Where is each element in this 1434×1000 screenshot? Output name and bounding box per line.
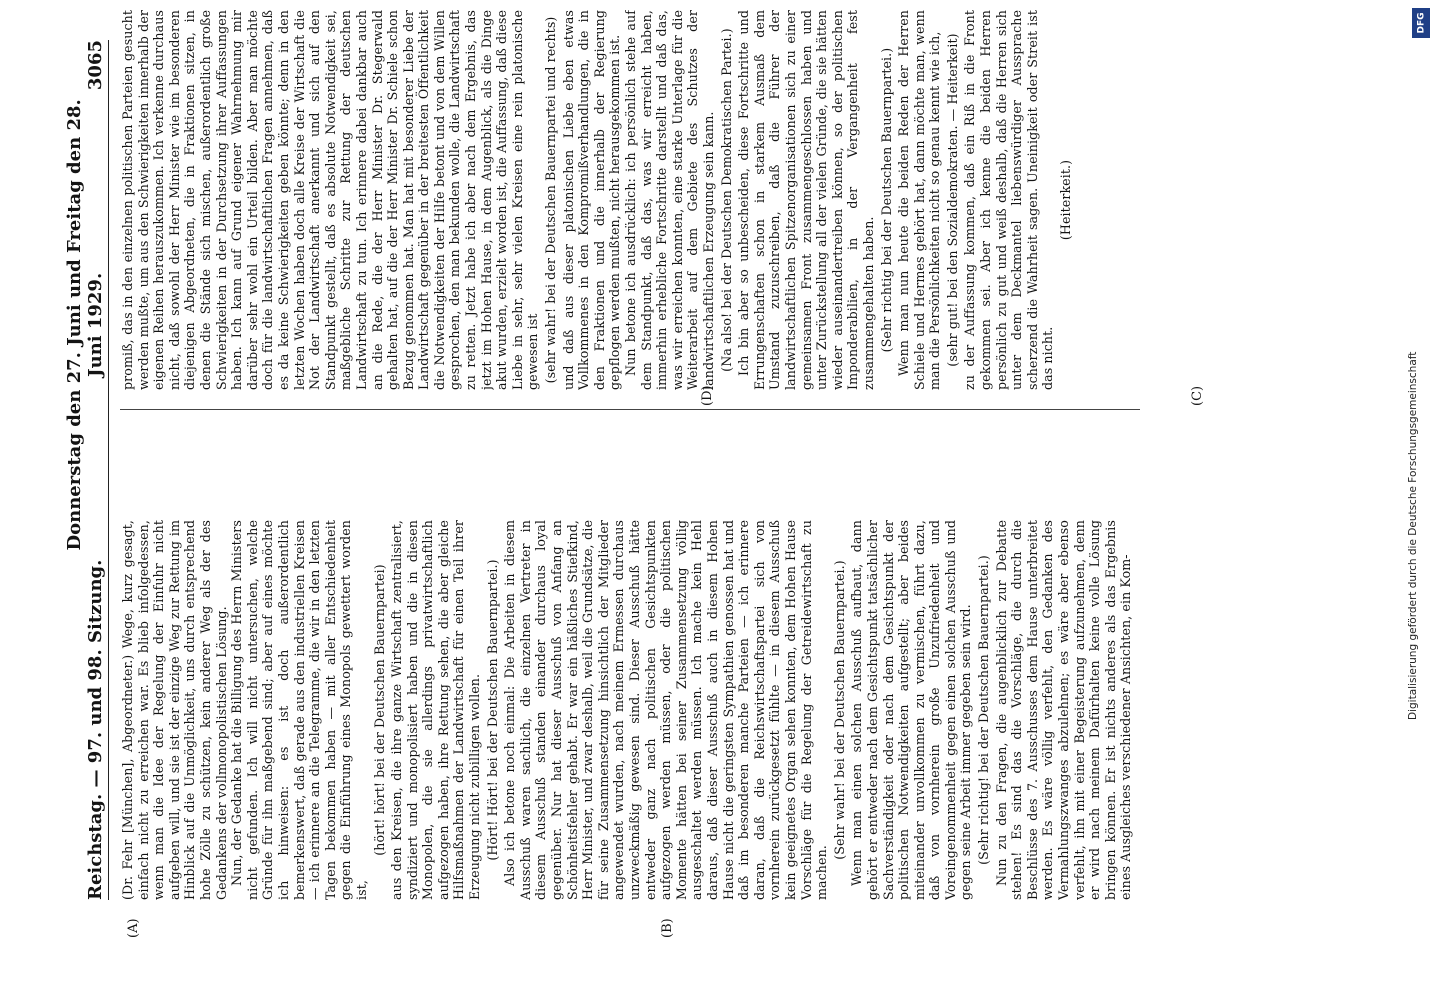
- interjection: (sehr wahr! bei der Deutschen Bauernpartei und rechts): [543, 16, 559, 384]
- page-header: [64, 40, 106, 900]
- page-number: 3065: [85, 40, 106, 91]
- paragraph: Nun, der Gedanke hat die Billigung des Herrn Ministers nicht gefunden. Ich will nicht untersuchen, welche Gründe für ihn maßgebend sind; aber auf eines möchte ich hinweisen: es ist doch außerordentlich bemerkenswert, daß gerade aus den industriellen Kreisen — ich erinnere an die Telegramme, die wir in den letzten Tagen bekommen haben — mit aller Entschiedenheit gegen die Einführung eines Monopols gewettert worden ist,: [229, 520, 369, 900]
- paragraph: Also ich betone noch einmal: Die Arbeiten in diesem Ausschuß waren sachlich, die einzelnen Vertreter in diesem Ausschuß standen einander durchaus loyal gegenüber. Nur hat dieser Ausschuß von Anfang an Schönheitsfehler gehabt. Er war ein häßliches Stiefkind, Herr Minister, und zwar deshalb, weil die Grundsätze, die für seine Zusammensetzung hinsichtlich der Mitglieder angewendet wurden, nach meinem Ermessen durchaus unzweckmäßig gewesen sind. Dieser Ausschuß hätte entweder ganz nach politischen Gesichtspunkten aufgezogen werden müssen, oder die politischen Momente hätten bei seiner Zusammensetzung völlig ausgeschaltet werden müssen. Ich mache kein Hehl daraus, daß dieser Ausschuß auch in diesem Hohen Hause nicht die geringsten Sympathien genossen hat und daß im besonderen manche Parteien — ich erinnere daran, daß die Reichswirtschaftspartei sich von vornherein zurückgesetzt fühlte — in diesem Ausschuß kein geeignetes Organ sehen konnten, dem Hohen Hause Vorschläge für die Regelung der Getreidewirtschaft zu machen.: [502, 520, 830, 900]
- margin-mark-b: (B): [660, 918, 675, 938]
- margin-mark-d: (D): [700, 385, 715, 406]
- paragraph: und daß aus dieser platonischen Liebe eben etwas Vollkommenes in den Kompromißverhandlungen, die in den Fraktionen und die innerhalb der Regierung gepflogen werden mußten, nicht herausgekommen ist.: [560, 10, 623, 390]
- paragraph: Nun betone ich ausdrücklich: ich persönlich stehe auf dem Standpunkt, daß das, was wir erreicht haben, immerhin erhebliche Fortschritte darstellt und daß das, was wir erreichen konnten, eine starke Unterlage für die Weiterarbeit auf dem Gebiete des Schutzes der landwirtschaftlichen Erzeugung sein kann.: [623, 10, 716, 390]
- header-rule: [108, 40, 109, 900]
- interjection: (hört! hört! bei der Deutschen Bauernpartei): [371, 564, 387, 856]
- paragraph: (Dr. Fehr [München], Abgeordneter.) Wege, kurz gesagt, einfach nicht zu erreichen war. Es blieb infolgedessen, wenn man die Idee der Regelung der Einfuhr nicht aufgeben will, und sie ist der einzige Weg zur Rettung im Hinblick auf die Unmöglichkeit, uns durch entsprechend hohe Zölle zu schützen, kein anderer Weg als der des Gedankens der vollmonopolistischen Lösung.: [120, 520, 229, 900]
- paragraph: aus den Kreisen, die ihre ganze Wirtschaft zentralisiert, syndiziert und monopolisiert haben und die in diesen Monopolen, die sie allerdings privatwirtschaftlich aufgezogen haben, ihre Rettung sehen, die aber gleiche Hilfsmaßnahmen der Landwirtschaft für einen Teil ihrer Erzeugung nicht zubilligen wollen.: [389, 520, 483, 900]
- right-column: [120, 10, 1140, 390]
- left-column: [120, 520, 1140, 900]
- paragraph: Nun zu den Fragen, die augenblicklich zur Debatte stehen! Es sind das die Vorschläge, die durch die Beschlüsse des 7. Ausschusses dem Hause unterbreitet werden. Es wäre völlig verfehlt, den Gedanken des Vermahlungszwanges abzulehnen; es wäre aber ebenso verfehlt, ihn mit einer Begeisterung aufzunehmen, denn er wird nach meinem Dafürhalten keine volle Lösung bringen können. Er ist nichts anderes als das Ergebnis eines Ausgleiches verschiedener Ansichten, ein Kom-: [993, 520, 1134, 900]
- paragraph: Wenn man nun heute die beiden Reden der Herren Schiele und Hermes gehört hat, dann möchte man, wenn man die Persönlichkeiten nicht so genau kennt wie ich,: [896, 10, 943, 390]
- paragraph: Wenn man einen solchen Ausschuß aufbaut, dann gehört er entweder nach dem Gesichtspunkt tatsächlicher Sachverständigkeit oder nach dem Gesichtspunkt der politischen Notwendigkeiten aufgestellt; aber beides miteinander unvollkommen zu vermischen, führt dazu, daß von vornherein große Unzufriedenheit und Voreingenommenheit gegen einen solchen Ausschuß und gegen seine Arbeit immer gegeben sein wird.: [849, 520, 974, 900]
- dfg-logo-text: DFG: [1416, 12, 1427, 34]
- dfg-logo: [1412, 8, 1430, 38]
- margin-mark-c: (C): [1190, 385, 1205, 406]
- paragraph: promiß, das in den einzelnen politischen Parteien gesucht werden mußte, um aus den Schwierigkeiten innerhalb der eigenen Reihen herauszukommen. Ich verkenne durchaus nicht, daß sowohl der Herr Minister wie im besonderen diejenigen Abgeordneten, die in Fraktionen sitzen, in denen die Stände sich mischen, außerordentlich große Schwierigkeiten in der Durchsetzung ihrer Auffassungen haben. Ich kann auf Grund eigener Wahrnehmung mir darüber sehr wohl ein Urteil bilden. Aber man möchte doch für die landwirtschaftlichen Fragen annehmen, daß es da keine Schwierigkeiten geben könnte; denn in den letzten Wochen haben doch alle Kreise der Wirtschaft die Not der Landwirtschaft anerkannt und sich auf den Standpunkt gestellt, daß es absolute Notwendigkeit sei, maßgebliche Schritte zur Rettung der deutschen Landwirtschaft zu tun. Ich erinnere dabei dankbar auch an die Rede, die der Herr Minister Dr. Stegerwald gehalten hat, auf die der Herr Minister Dr. Schiele schon Bezug genommen hat. Man hat mit besonderer Liebe der Landwirtschaft gegenüber in der breitesten Öffentlichkeit die Notwendigkeiten der Hilfe betont und von dem Willen gesprochen, den man bekunden wolle, die Landwirtschaft zu retten. Jetzt habe ich aber nach dem Ergebnis, das jetzt im Hohen Hause, in dem Augenblick, als die Dinge akut wurden, erzielt worden ist, die Auffassung, daß diese Liebe in sehr, sehr vielen Kreisen eine rein platonische gewesen ist: [120, 10, 541, 390]
- digitization-stamp: [1396, 0, 1434, 1000]
- margin-mark-a: (A): [126, 918, 141, 938]
- paragraph: Ich bin aber so unbescheiden, diese Fortschritte und Errungenschaften schon in starkem Ausmaß dem Umstand zuzuschreiben, daß die Führer der landwirtschaftlichen Spitzenorganisationen sich zu einer gemeinsamen Front zusammengeschlossen haben und unter Zurückstellung all der vielen Gründe, die sie hätten wieder auseinandertreiben können, so der politischen Imponderabilien, in der Vergangenheit fest zusammengehalten haben.: [736, 10, 876, 390]
- interjection: (Sehr richtig! bei der Deutschen Bauernpartei.): [976, 555, 992, 865]
- column-divider: [120, 409, 1140, 410]
- digitization-note: Digitalisierung gefördert durch die Deutsche Forschungsgemeinschaft: [1407, 351, 1419, 720]
- interjection: (Heiterkeit.): [1058, 159, 1074, 241]
- interjection: (Hört! Hört! bei der Deutschen Bauernpartei.): [484, 559, 500, 861]
- header-date: Donnerstag den 27. Juni und Freitag den 28. Juni 1929.: [64, 99, 106, 551]
- header-session: Reichstag. — 97. und 98. Sitzung.: [85, 559, 106, 900]
- interjection: (Sehr richtig bei der Deutschen Bauernpartei.): [878, 47, 894, 353]
- interjection: (Sehr wahr! bei der Deutschen Bauernpartei.): [831, 560, 847, 860]
- interjection: (Na also! bei der Deutschen Demokratischen Partei.): [718, 28, 734, 372]
- interjection: (sehr gut! bei den Sozialdemokraten. — Heiterkeit): [944, 33, 960, 367]
- paragraph: zu der Auffassung kommen, daß ein Riß in die Front gekommen sei. Aber ich kenne die beiden Herren persönlich zu gut und weiß deshalb, daß die Herren sich unter dem Deckmantel liebenswürdiger Aussprache scherzend die Wahrheit sagen. Uneinigkeit oder Streit ist das nicht.: [962, 10, 1056, 390]
